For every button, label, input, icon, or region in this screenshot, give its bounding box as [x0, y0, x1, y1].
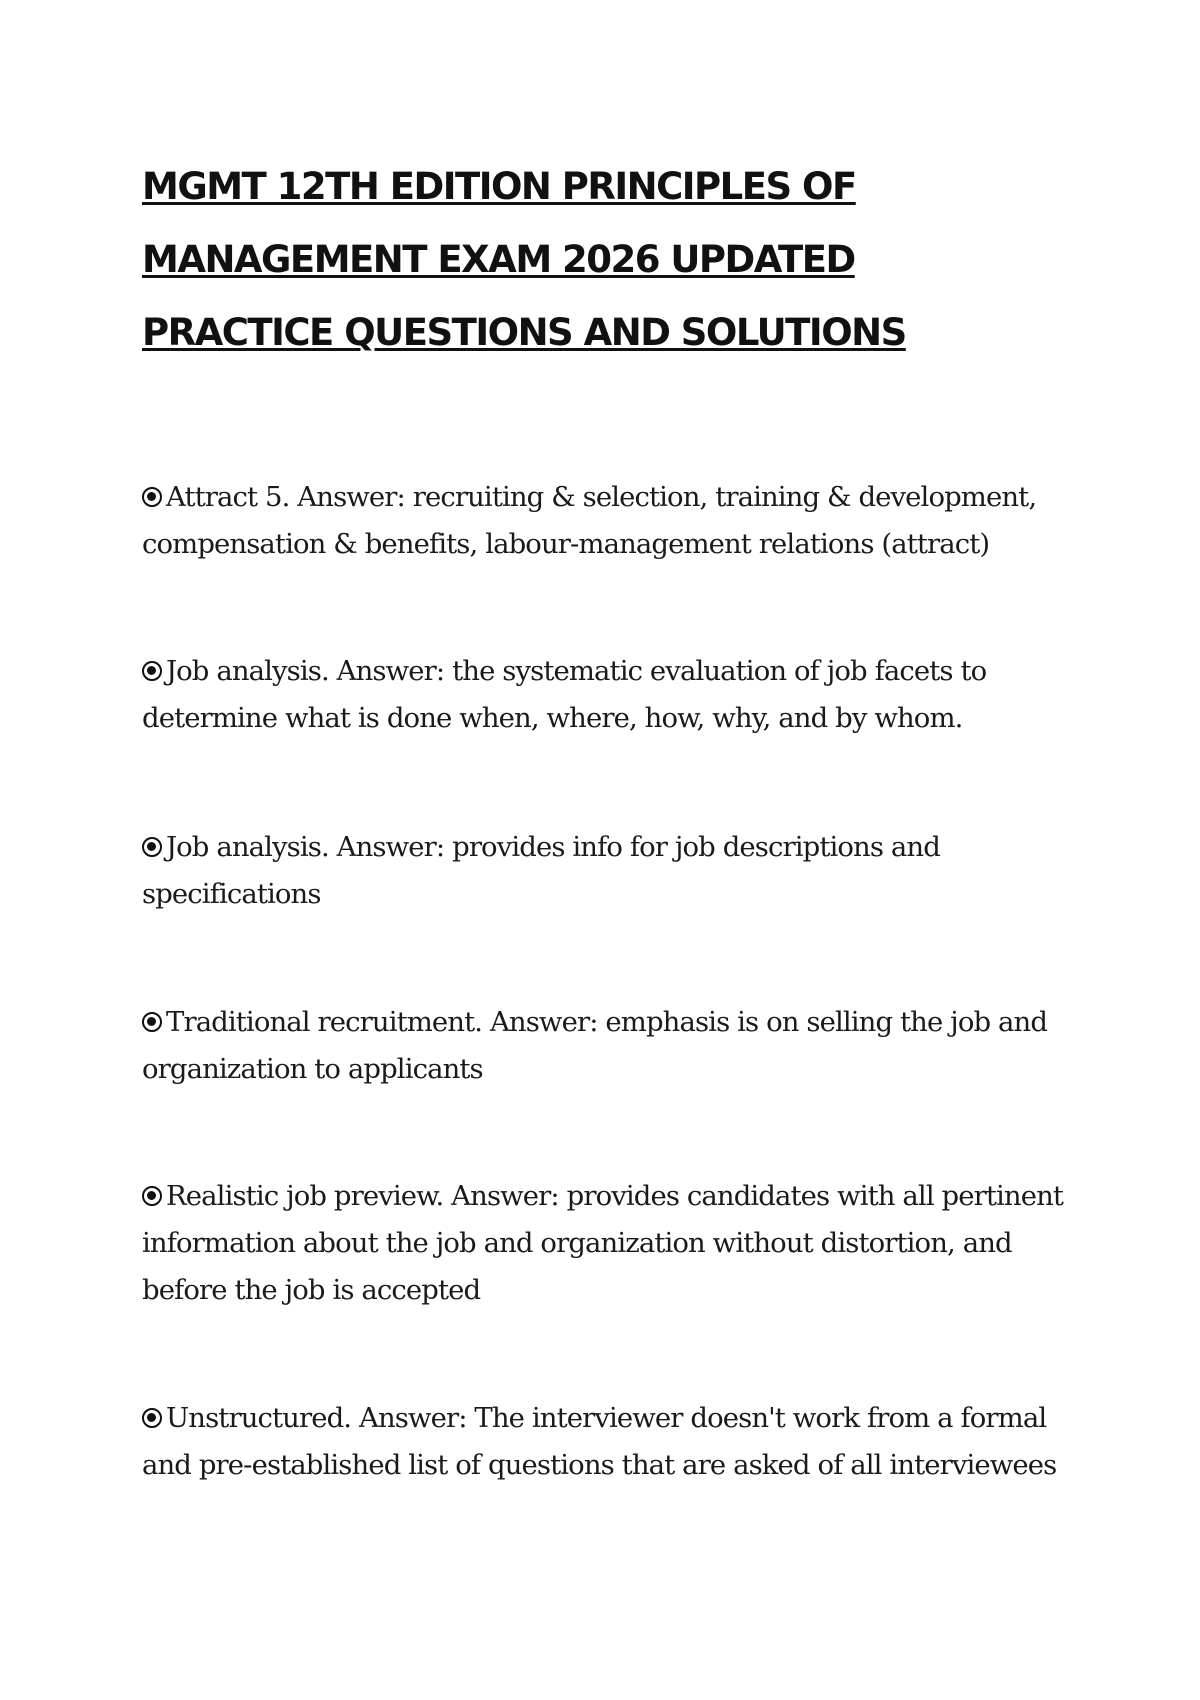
title-line-1: MGMT 12TH EDITION PRINCIPLES OF — [142, 165, 856, 208]
qa-item-text: Traditional recruitment. Answer: emphasis is on selling the job and organization to applicants — [142, 1006, 1048, 1085]
qa-item — [142, 999, 1082, 1093]
qa-item — [142, 1173, 1082, 1314]
qa-item — [142, 474, 1082, 568]
radio-bullet-icon — [142, 487, 162, 507]
qa-item — [142, 824, 1082, 918]
qa-item-text: Attract 5. Answer: recruiting & selection, training & development, compensation & benefits, labour-management relations (attract) — [142, 481, 1037, 560]
radio-bullet-icon — [142, 1186, 162, 1206]
radio-bullet-icon — [142, 661, 162, 681]
radio-bullet-icon — [142, 1408, 162, 1428]
qa-item-text: Unstructured. Answer: The interviewer doesn't work from a formal and pre-established list of questions that are asked of all interviewees — [142, 1402, 1057, 1481]
qa-item-text: Job analysis. Answer: the systematic evaluation of job facets to determine what is done when, where, how, why, and by whom. — [142, 655, 987, 734]
title-line-3: PRACTICE QUESTIONS AND SOLUTIONS — [142, 311, 906, 354]
title-line-2: MANAGEMENT EXAM 2026 UPDATED — [142, 238, 855, 281]
qa-item-text: Job analysis. Answer: provides info for job descriptions and specifications — [142, 831, 940, 910]
qa-item — [142, 1395, 1082, 1489]
qa-item — [142, 648, 1082, 742]
radio-bullet-icon — [142, 1012, 162, 1032]
radio-bullet-icon — [142, 837, 162, 857]
document-title — [142, 150, 1042, 369]
qa-item-text: Realistic job preview. Answer: provides candidates with all pertinent information about the job and organization without distortion, and before the job is accepted — [142, 1180, 1064, 1306]
